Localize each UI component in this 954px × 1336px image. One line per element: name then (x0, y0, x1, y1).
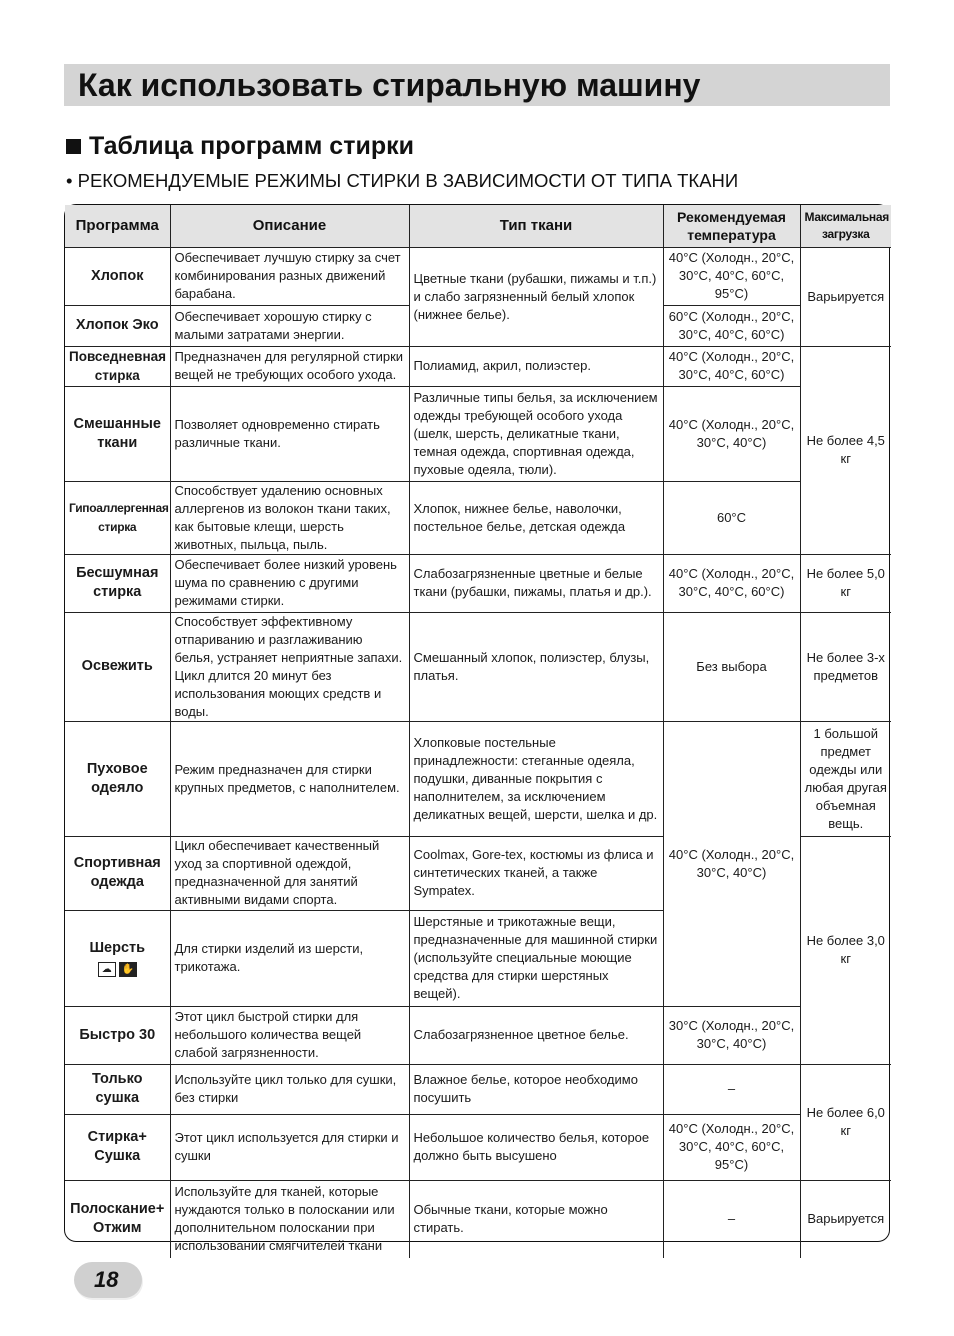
program-fabric: Шерстяные и трикотажные вещи, предназначенные для машинной стирки (используйте специальные моющие средства для стирки шерстяных вещей). (409, 910, 663, 1006)
table-row (65, 386, 891, 481)
table-row (65, 1006, 891, 1064)
table-row (65, 346, 891, 386)
program-max-load: 1 большой предмет одежды или любая другая объемная вещь. (800, 721, 891, 836)
program-temperature: – (663, 1064, 800, 1114)
program-name: Полоскание+ Отжим (65, 1180, 170, 1258)
program-description: Для стирки изделий из шерсти, трикотажа. (170, 910, 409, 1006)
header-max-load: Максимальная загрузка (800, 205, 891, 247)
program-temperature: 30°C (Холодн., 20°C, 30°C, 40°C) (663, 1006, 800, 1064)
wool-icons (98, 962, 137, 977)
table-row (65, 612, 891, 721)
program-description: Используйте цикл только для сушки, без стирки (170, 1064, 409, 1114)
table-row (65, 1180, 891, 1258)
program-name: Гипоаллергенная стирка (65, 481, 170, 554)
program-fabric: Различные типы белья, за исключением одежды требующей особого ухода (шелк, шерсть, деликатные ткани, темная одежда, спортивная одежда, пуховые одеяла, тюли). (409, 386, 663, 481)
program-name: Смешанные ткани (65, 386, 170, 481)
program-temperature: 60°C (663, 481, 800, 554)
program-name: Быстро 30 (65, 1006, 170, 1064)
program-description: Обеспечивает хорошую стирку с малыми затратами энергии. (170, 305, 409, 346)
program-name: Только сушка (65, 1064, 170, 1114)
table-row (65, 721, 891, 836)
program-fabric: Обычные ткани, которые можно стирать. (409, 1180, 663, 1258)
section-title (66, 130, 414, 162)
header-program: Программа (65, 205, 170, 247)
program-max-load: Не более 3-х предметов (800, 612, 891, 721)
page-title: Как использовать стиральную машину (64, 64, 890, 106)
program-temperature: – (663, 1180, 800, 1258)
table-row (65, 247, 891, 305)
header-description: Описание (170, 205, 409, 247)
program-description: Предназначен для регулярной стирки вещей не требующих особого ухода. (170, 346, 409, 386)
program-temperature: 40°C (Холодн., 20°C, 30°C, 40°C, 60°C, 95°C) (663, 247, 800, 305)
table-row (65, 481, 891, 554)
program-fabric: Хлопковые постельные принадлежности: стеганные одеяла, подушки, диванные покрытия с наполнителем, за исключением деликатных вещей, шерсти, шелка и др. (409, 721, 663, 836)
program-name: Пуховое одеяло (65, 721, 170, 836)
table-subtitle: • РЕКОМЕНДУЕМЫЕ РЕЖИМЫ СТИРКИ В ЗАВИСИМОСТИ ОТ ТИПА ТКАНИ (66, 170, 739, 191)
table-header-row (65, 205, 891, 247)
table-row (65, 1114, 891, 1180)
program-temperature: 40°C (Холодн., 20°C, 30°C, 40°C, 60°C, 95°C) (663, 1114, 800, 1180)
program-fabric: Небольшое количество белья, которое должно быть высушено (409, 1114, 663, 1180)
square-bullet-icon (66, 139, 81, 154)
program-description: Способствует эффективному отпариванию и разглаживанию белья, устраняет неприятные запахи. Цикл длится 20 минут без использования моющих средств и воды. (170, 612, 409, 721)
program-description: Режим предназначен для стирки крупных предметов, с наполнителем. (170, 721, 409, 836)
header-temperature: Рекомендуемая температура (663, 205, 800, 247)
program-fabric: Слабозагрязненное цветное белье. (409, 1006, 663, 1064)
program-temperature: 40°C (Холодн., 20°C, 30°C, 40°C, 60°C) (663, 346, 800, 386)
program-max-load: Не более 6,0 кг (800, 1064, 891, 1180)
program-max-load: Не более 5,0 кг (800, 554, 891, 612)
program-name: Хлопок (65, 247, 170, 305)
program-temperature: 40°C (Холодн., 20°C, 30°C, 40°C) (663, 721, 800, 1006)
wool-mark-icon: ☁ (98, 962, 116, 977)
program-max-load: Варьируется (800, 1180, 891, 1258)
program-name: Хлопок Эко (65, 305, 170, 346)
program-fabric: Влажное белье, которое необходимо посушить (409, 1064, 663, 1114)
program-fabric: Хлопок, нижнее белье, наволочки, постельное белье, детская одежда (409, 481, 663, 554)
program-temperature: Без выбора (663, 612, 800, 721)
program-name: Стирка+ Сушка (65, 1114, 170, 1180)
program-name: Спортивная одежда (65, 836, 170, 910)
program-temperature: 40°C (Холодн., 20°C, 30°C, 40°C, 60°C) (663, 554, 800, 612)
program-name: Повседневная стирка (65, 346, 170, 386)
program-description: Этот цикл используется для стирки и сушки (170, 1114, 409, 1180)
program-description: Используйте для тканей, которые нуждаются только в полоскании или дополнительном полоскании при использовании смягчителей ткани (170, 1180, 409, 1258)
program-name: Бесшумная стирка (65, 554, 170, 612)
program-description: Цикл обеспечивает качественный уход за спортивной одеждой, предназначенной для занятий активными видами спорта. (170, 836, 409, 910)
program-description: Обеспечивает лучшую стирку за счет комбинирования разных движений барабана. (170, 247, 409, 305)
program-cell-wool (65, 910, 170, 1006)
table-row (65, 554, 891, 612)
program-description: Обеспечивает более низкий уровень шума по сравнению с другими режимами стирки. (170, 554, 409, 612)
header-fabric: Тип ткани (409, 205, 663, 247)
program-fabric: Полиамид, акрил, полиэстер. (409, 346, 663, 386)
program-description: Позволяет одновременно стирать различные ткани. (170, 386, 409, 481)
program-fabric: Смешанный хлопок, полиэстер, блузы, платья. (409, 612, 663, 721)
program-max-load: Не более 4,5 кг (800, 346, 891, 554)
hand-wash-icon: ✋ (119, 962, 137, 977)
program-fabric: Слабозагрязненные цветные и белые ткани (рубашки, пижамы, платья и др.). (409, 554, 663, 612)
program-table (64, 204, 890, 1254)
page-number: 18 (74, 1262, 142, 1298)
table-row (65, 1064, 891, 1114)
program-name: Освежить (65, 612, 170, 721)
program-max-load: Варьируется (800, 247, 891, 346)
program-temperature: 40°C (Холодн., 20°C, 30°C, 40°C) (663, 386, 800, 481)
section-title-text: Таблица программ стирки (89, 131, 414, 160)
program-description: Способствует удалению основных аллергенов из волокон ткани таких, как бытовые клещи, шерсть животных, пыльца, пыль. (170, 481, 409, 554)
program-description: Этот цикл быстрой стирки для небольшого количества вещей слабой загрязненности. (170, 1006, 409, 1064)
program-name: Шерсть (89, 939, 146, 956)
program-temperature: 60°C (Холодн., 20°C, 30°C, 40°C, 60°C) (663, 305, 800, 346)
program-max-load: Не более 3,0 кг (800, 836, 891, 1064)
program-fabric: Цветные ткани (рубашки, пижамы и т.п.) и слабо загрязненный белый хлопок (нижнее белье). (409, 247, 663, 346)
program-fabric: Coolmax, Gore-tex, костюмы из флиса и синтетических тканей, а также Sympatex. (409, 836, 663, 910)
